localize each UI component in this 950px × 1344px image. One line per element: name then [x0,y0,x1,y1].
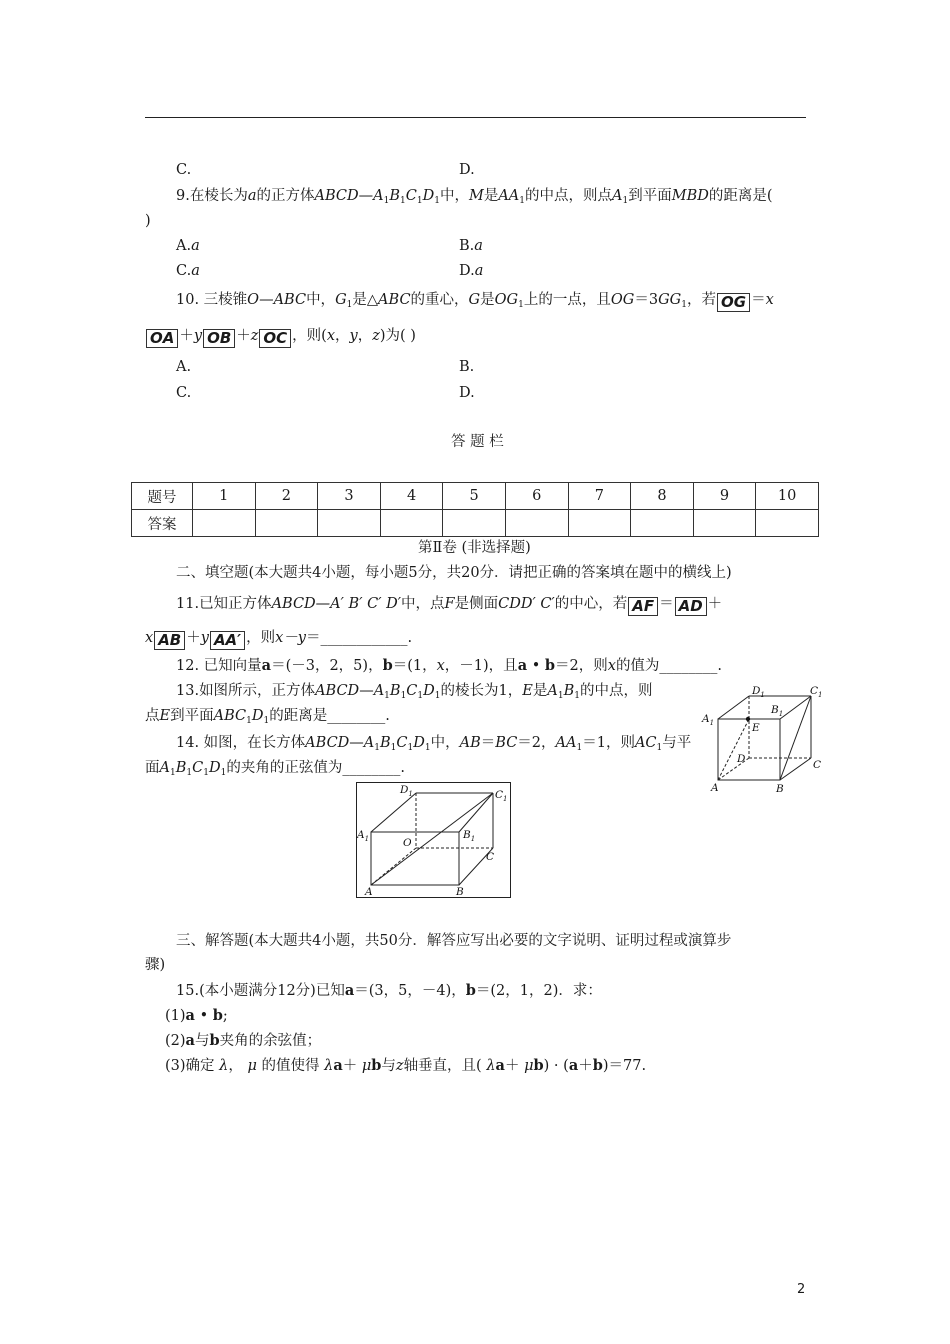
q10-option-d: D. [459,385,475,401]
q15-part2: (2)a与b夹角的余弦值； [165,1032,322,1049]
question-number-cell: 6 [505,483,568,510]
question-number-cell: 5 [443,483,506,510]
part2-title: 第Ⅱ卷 (非选择题) [418,540,531,556]
vector-af: AF [628,597,658,616]
cube-diagonal [780,696,811,780]
vector-og: OG [717,293,750,312]
question-number-cell: 9 [693,483,756,510]
q13-stem-cont: 点E到平面$ABC_1D_1$的距离是________. [145,708,390,726]
q9-option-b: B.a [459,238,483,254]
label-a1: $A_1$ [357,829,370,843]
question-number-cell: 8 [631,483,694,510]
q9-option-a: A.a [176,238,200,254]
answer-cell[interactable] [756,510,819,537]
question-number-cell: 7 [568,483,631,510]
label-d: D [737,753,746,765]
cuboid-edge [459,793,493,832]
answer-cell[interactable] [568,510,631,537]
section3-heading: 三、解答题(本大题共4小题，共50分．解答应写出必要的文字说明、证明过程或演算步 [176,933,732,949]
question-number-cell: 2 [255,483,318,510]
answer-bar-title: 答 题 栏 [451,434,504,450]
q10-option-a: A. [176,359,192,375]
label-c: C [486,851,495,863]
header-rule [145,117,806,118]
page-number: 2 [797,1282,806,1297]
answer-table [131,482,819,537]
answer-cell[interactable] [193,510,256,537]
q8-option-c: C. [176,162,192,178]
q10-stem-cont: OA ＋y OB ＋z OC ，则(x，y，z)为( ) [145,326,416,348]
label-a1: $A_1$ [702,713,715,727]
point-e [746,717,750,721]
q10-stem: 10. 三棱锥O—ABC中，$G_1$是△ABC的重心，G是$OG_1$上的一点，且$OG=3GG_1$，若 OG ＝x [176,292,774,311]
label-b: B [776,783,784,795]
answer-table-answer-label: 答案 [132,510,193,537]
label-o: O [403,837,412,849]
vector-ab: AB [154,631,185,650]
label-c1: $C_1$ [810,685,823,699]
answer-cell[interactable] [443,510,506,537]
q15-part1: (1)a • b; [165,1007,228,1024]
cuboid-edge [371,793,416,832]
q9-option-c: C.a [176,263,200,279]
q9-stem-close: ) [145,213,151,229]
label-a: A [711,782,719,794]
question-number-cell: 1 [193,483,256,510]
vector-aa-prime: AA′ [210,631,245,650]
q8-option-d: D. [459,162,475,178]
cube-edge [718,696,749,719]
answer-cell[interactable] [505,510,568,537]
answer-cell[interactable] [318,510,381,537]
label-a: A [365,886,373,898]
q9-option-d: D.a [459,263,484,279]
cube-figure [700,684,830,796]
q13-stem: 13.如图所示，正方体$ABCD—A_1B_1C_1D_1$的棱长为1，E是$A_1B_1$的中点，则 [176,683,653,701]
q11-stem: 11.已知正方体ABCD—A′ B′ C′ D′中，点F是侧面CDD′ C′的中心，若 AF ＝ AD ＋ [176,596,723,615]
answer-cell[interactable] [631,510,694,537]
cuboid-front-face [371,832,459,885]
q14-stem-cont: 面$A_1B_1C_1D_1$的夹角的正弦值为________. [145,760,405,778]
label-c: C [813,759,822,771]
section2-heading: 二、填空题(本大题共4小题，每小题5分，共20分．请把正确的答案填在题中的横线上) [176,565,732,581]
question-number-cell: 4 [380,483,443,510]
label-e: E [752,722,760,734]
label-c1: $C_1$ [495,789,508,803]
label-d1: $D_1$ [752,685,765,699]
q11-stem-cont: x AB ＋y AA′ ，则x－y＝____________. [145,630,413,649]
answer-table-header-label: 题号 [132,483,193,510]
q14-stem: 14. 如图，在长方体$ABCD—A_1B_1C_1D_1$中，AB＝BC＝2，$AA_1=1$，则$AC_1$与平 [176,735,692,753]
cube-edge [780,758,811,780]
vector-oc: OC [259,329,291,348]
answer-cell[interactable] [693,510,756,537]
q10-option-b: B. [459,359,475,375]
q15-part3: (3)确定 λ， μ 的值使得 λa＋ μb与z轴垂直，且( λa＋ μb) · (a＋b)＝77. [165,1057,647,1074]
section3-heading-cont: 骤) [145,957,166,973]
question-number-cell: 3 [318,483,381,510]
label-b1: $B_1$ [771,704,784,718]
table-row [132,483,819,510]
table-row [132,510,819,537]
vector-oa: OA [146,329,178,348]
question-number-cell: 10 [756,483,819,510]
q9-stem: 9.在棱长为a的正方体$ABCD—A_1B_1C_1D_1$中，M是$AA_1$的中点，则点$A_1$到平面MBD的距离是( [176,188,773,206]
vector-ob: OB [203,329,235,348]
label-b: B [456,886,464,898]
cube-hidden-edge [718,719,749,780]
label-d1: $D_1$ [400,784,413,798]
answer-cell[interactable] [380,510,443,537]
q10-option-c: C. [176,385,192,401]
cuboid-figure [356,782,511,898]
q15-stem: 15.(本小题满分12分)已知a＝(3，5，－4)，b＝(2，1，2)．求： [176,982,602,999]
q12-stem: 12. 已知向量a＝(－3，2，5)，b＝(1，x，－1)，且a • b＝2，则x的值为________. [176,657,723,674]
vector-ad: AD [675,597,707,616]
label-b1: $B_1$ [463,829,476,843]
answer-cell[interactable] [255,510,318,537]
